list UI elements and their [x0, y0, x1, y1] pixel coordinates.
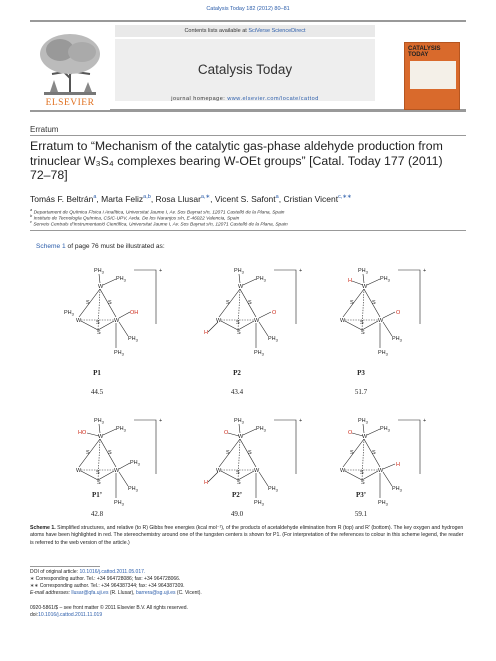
atom-label: S [248, 300, 252, 306]
phosphine-label: $PH_3$ [358, 268, 368, 275]
bond-line [259, 322, 268, 336]
bond-line [352, 281, 363, 285]
atom-label: W [378, 468, 384, 474]
phosphine-label: $PH_3$ [116, 276, 126, 283]
atom-label: S [108, 300, 112, 306]
bond-line [243, 429, 256, 435]
sciencedirect-link[interactable]: SciVerse ScienceDirect [248, 28, 306, 34]
phosphine-label: $PH_3$ [94, 418, 104, 425]
phosphine-label: $PH_3$ [268, 336, 278, 343]
atom-label: S [97, 480, 101, 486]
oxo-label: O [272, 310, 277, 316]
charge-sign: + [423, 418, 427, 424]
bond-line [99, 424, 100, 433]
atom-label: W [254, 318, 260, 324]
structure-p1 [58, 262, 188, 360]
caption-label: Scheme 1. [30, 525, 56, 531]
footnote-divider [30, 566, 100, 567]
charge-sign: + [159, 268, 163, 274]
phosphine-label: $PH_3$ [254, 350, 264, 357]
atom-label: W [254, 468, 260, 474]
atom-label: S [96, 320, 100, 326]
charge-bracket [398, 420, 420, 474]
homepage-prefix: journal homepage: [171, 96, 228, 102]
hydride-label: H [396, 462, 400, 468]
bond-line [119, 472, 128, 486]
atom-label: S [372, 300, 376, 306]
atom-label: S [236, 320, 240, 326]
journal-citation: Catalysis Today 182 (2012) 80–81 [206, 6, 290, 12]
atom-label: S [248, 450, 252, 456]
section-label: Erratum [30, 125, 59, 134]
atom-label: S [361, 480, 365, 486]
bond-line [362, 471, 378, 480]
original-doi-link[interactable]: 10.1016/j.cattod.2011.05.017. [79, 569, 146, 575]
atom-label: S [226, 300, 230, 306]
atom-label: W [114, 468, 120, 474]
atom-label: S [350, 300, 354, 306]
bond-line [79, 439, 100, 467]
cover-title: CATALYSIS TODAY [408, 46, 441, 58]
bond-line [343, 439, 364, 467]
bond-line [103, 429, 116, 435]
gibbs-energy-value: 59.1 [354, 510, 368, 518]
bond-line [238, 471, 254, 480]
atom-label: S [237, 480, 241, 486]
atom-label: S [97, 330, 101, 336]
charge-bracket [398, 270, 420, 324]
section-divider [30, 135, 466, 136]
publisher-logo-text: ELSEVIER [45, 98, 95, 108]
doi-label: doi: [30, 612, 39, 618]
bond-line [243, 279, 256, 285]
structure-p2 [198, 262, 328, 360]
structure-p3 [322, 262, 452, 360]
phosphine-label: $PH_3$ [268, 486, 278, 493]
atom-label: W [76, 468, 82, 474]
phosphine-label: $PH_3$ [94, 268, 104, 275]
hydride-label: H [204, 480, 208, 486]
author-name: Marta Feliz [101, 194, 144, 204]
email-owner: (R. Llusar), [108, 590, 136, 596]
charge-bracket [274, 270, 296, 324]
atom-label: S [86, 450, 90, 456]
email-owner: (C. Vicent). [175, 590, 202, 596]
bond-line [99, 274, 100, 283]
bond-line [367, 279, 380, 285]
email-link-llusar[interactable]: llusar@qfa.uji.es [71, 590, 109, 596]
author-name: Cristian Vicent [283, 194, 339, 204]
bond-line [119, 312, 130, 318]
contents-prefix: Contents lists available at [184, 28, 249, 34]
atom-label: W [98, 434, 104, 440]
phosphine-label: $PH_3$ [358, 418, 368, 425]
atom-label: W [238, 434, 244, 440]
atom-label: W [98, 284, 104, 290]
journal-cover-thumbnail [404, 42, 460, 110]
author-affiliation-mark: a,b [143, 194, 151, 201]
bond-line [343, 289, 364, 317]
author-name: Rosa Llusar [155, 194, 201, 204]
phosphine-label: $PH_3$ [128, 336, 138, 343]
phosphine-label: $PH_3$ [64, 310, 74, 317]
journal-title: Catalysis Today [197, 62, 293, 77]
bond-line [383, 464, 395, 469]
bond-line [239, 274, 240, 283]
bond-line [363, 274, 364, 283]
atom-label: W [216, 318, 222, 324]
atom-label: W [340, 468, 346, 474]
author-list: Tomás F. Beltrán$^a$, Marta Feliz$^{a,b}$, Rosa Llusar$^{a,∗}$, Vicent S. Safont$^a$, Cristian Vicent$^{c,∗∗}$ [30, 194, 352, 204]
atom-label: S [361, 330, 365, 336]
author-affiliation-mark: a [93, 194, 97, 201]
bond-line [364, 439, 380, 467]
cover-panel [410, 61, 456, 89]
bond-line [240, 289, 256, 317]
atom-label: S [108, 450, 112, 456]
author-affiliation-mark: a [275, 194, 279, 201]
charge-sign: + [159, 418, 163, 424]
bond-line [79, 289, 100, 317]
bond-line [103, 279, 116, 285]
phosphine-label: $PH_3$ [114, 350, 124, 357]
bond-line [219, 289, 240, 317]
bond-line [239, 424, 240, 433]
phosphine-label: $PH_3$ [128, 486, 138, 493]
bond-line [240, 439, 256, 467]
bond-line [363, 424, 364, 433]
atom-label: W [362, 284, 368, 290]
phosphine-label: $PH_3$ [130, 460, 140, 467]
oxo-label: O [348, 430, 353, 436]
homepage-link[interactable]: www.elsevier.com/locate/cattod [227, 96, 319, 102]
atom-label: S [237, 330, 241, 336]
charge-sign: + [299, 418, 303, 424]
article-doi-link[interactable]: 10.1016/j.cattod.2011.11.019 [38, 612, 103, 618]
bond-line [119, 322, 128, 336]
atom-label: S [350, 450, 354, 456]
email-link-vicent[interactable]: barrera@sg.uji.es [135, 590, 176, 596]
original-doi [30, 569, 466, 575]
gibbs-energy-value: 51.7 [354, 388, 368, 396]
bond-line [98, 471, 114, 480]
atom-label: S [96, 470, 100, 476]
bond-line [383, 312, 395, 318]
phosphine-label: $PH_3$ [114, 500, 124, 507]
contents-line [115, 25, 375, 37]
corresponding-author-1: ∗ Corresponding author. Tel.: +34 964728086; fax: +34 964728066. [30, 576, 181, 582]
affiliation-c [30, 216, 466, 228]
phosphine-label: $PH_3$ [380, 426, 390, 433]
compound-label: P3 [357, 369, 365, 377]
atom-label: S [86, 300, 90, 306]
bond-line [383, 322, 392, 336]
email-addresses [30, 590, 466, 596]
bond-line [100, 439, 116, 467]
bond-line [367, 429, 380, 435]
email-label: E-mail addresses: [30, 590, 72, 596]
charge-sign: + [423, 268, 427, 274]
atom-label: S [226, 450, 230, 456]
bond-line [362, 321, 378, 330]
bond-line [208, 322, 218, 332]
author-affiliation-mark: a,∗ [200, 194, 211, 201]
bond-line [119, 463, 130, 469]
intro-sentence [36, 243, 165, 250]
gibbs-energy-value: 44.5 [90, 388, 104, 396]
phosphine-label: $PH_3$ [392, 486, 402, 493]
article-title: Erratum to “Mechanism of the catalytic gas-phase aldehyde production from trinuclear W₃S₄ complexes bearing W-OEt groups” [Catal. Today 177 (2011) 72–78] [30, 139, 443, 182]
atom-label: W [340, 318, 346, 324]
compound-label: P1 [93, 369, 101, 377]
phosphine-label: $PH_3$ [254, 500, 264, 507]
bond-line [100, 289, 116, 317]
affiliation-mark: c [30, 219, 32, 224]
bond-line [259, 472, 268, 486]
hydride-label: H [348, 278, 352, 284]
atom-label: W [114, 318, 120, 324]
journal-homepage [115, 96, 375, 102]
compound-label: P2’ [231, 491, 243, 499]
gibbs-energy-value: 49.0 [230, 510, 244, 518]
bond-line [364, 289, 380, 317]
bond-line [259, 312, 271, 318]
atom-label: W [238, 284, 244, 290]
atom-label: W [378, 318, 384, 324]
phosphine-label: $PH_3$ [234, 268, 244, 275]
charge-bracket [274, 420, 296, 474]
affiliation-mark: a [30, 207, 33, 212]
header-divider [30, 230, 466, 231]
intro-text: of page 76 must be illustrated as: [65, 243, 165, 250]
author-name: Tomás F. Beltrán [30, 194, 94, 204]
phosphine-label: $PH_3$ [256, 276, 266, 283]
phosphine-label: $PH_3$ [392, 336, 402, 343]
author-affiliation-mark: c,∗∗ [338, 194, 352, 201]
atom-label: W [76, 318, 82, 324]
doi-label: DOI of original article: [30, 569, 80, 575]
phosphine-label: $PH_3$ [234, 418, 244, 425]
bond-line [98, 321, 114, 330]
corresponding-author-2: ∗∗ Corresponding author. Tel.: +34 964387344; fax: +34 964387309. [30, 583, 185, 589]
article-doi [30, 612, 466, 618]
author-name: Vicent S. Safont [214, 194, 276, 204]
compound-label: P2 [233, 369, 241, 377]
hydride-label: H [204, 330, 208, 336]
atom-label: S [236, 470, 240, 476]
bond-line [208, 472, 218, 482]
oxo-label: O [396, 310, 401, 316]
phosphine-label: $PH_3$ [380, 276, 390, 283]
bond-line [238, 321, 254, 330]
gibbs-energy-value: 42.8 [90, 510, 104, 518]
phosphine-label: $PH_3$ [116, 426, 126, 433]
phosphine-label: $PH_3$ [378, 350, 388, 357]
hydroxyl-label: HO [78, 430, 87, 436]
issn-line: 0920-5861/$ – see front matter © 2011 Elsevier B.V. All rights reserved. [30, 605, 188, 611]
atom-label: W [216, 468, 222, 474]
affiliation-text: Serveis Centrals d’Instrumentació Científica, Universitat Jaume I, Av. Sos Baynat s/n, 12071 Castelló de la Plana, Spain [33, 222, 288, 228]
atom-label: S [360, 470, 364, 476]
compound-label: P1’ [91, 491, 103, 499]
atom-label: S [360, 320, 364, 326]
phosphine-label: $PH_3$ [256, 426, 266, 433]
oxo-label: O [224, 430, 229, 436]
phosphine-label: $PH_3$ [378, 500, 388, 507]
bond-line [219, 439, 240, 467]
affiliation-text: Departament de Química Física i Analítica, Universitat Jaume I, Av. Sos Baynat s/n, 12071 Castelló de la Plana, Spain [33, 210, 285, 216]
bond-line [383, 472, 392, 486]
atom-label: W [362, 434, 368, 440]
atom-label: S [372, 450, 376, 456]
affiliation-text: Instituto de Tecnología Química, CSIC-UPV, Avda. De los Naranjos s/n, E-46022 Valencia, Spain [33, 216, 240, 222]
hydroxyl-label: OH [130, 310, 139, 316]
scheme-link[interactable]: Scheme 1 [36, 243, 66, 250]
compound-label: P3’ [355, 491, 367, 499]
charge-sign: + [299, 268, 303, 274]
scheme-caption [30, 525, 466, 547]
affiliation-mark: b [30, 213, 33, 218]
gibbs-energy-value: 43.4 [230, 388, 244, 396]
caption-text: Simplified structures, and relative (to R) Gibbs free energies (kcal mol⁻¹), of the products of acetaldehyde elimination from R (top) and R′ (bottom). The key oxygen and hydrogen atoms have been highlighted in red. The stereochemistry around one of the tungsten centers is shown for P1. (For interpretation of the references to colour in this scheme legend, the reader is referred to the web version of the article.) [30, 525, 464, 546]
